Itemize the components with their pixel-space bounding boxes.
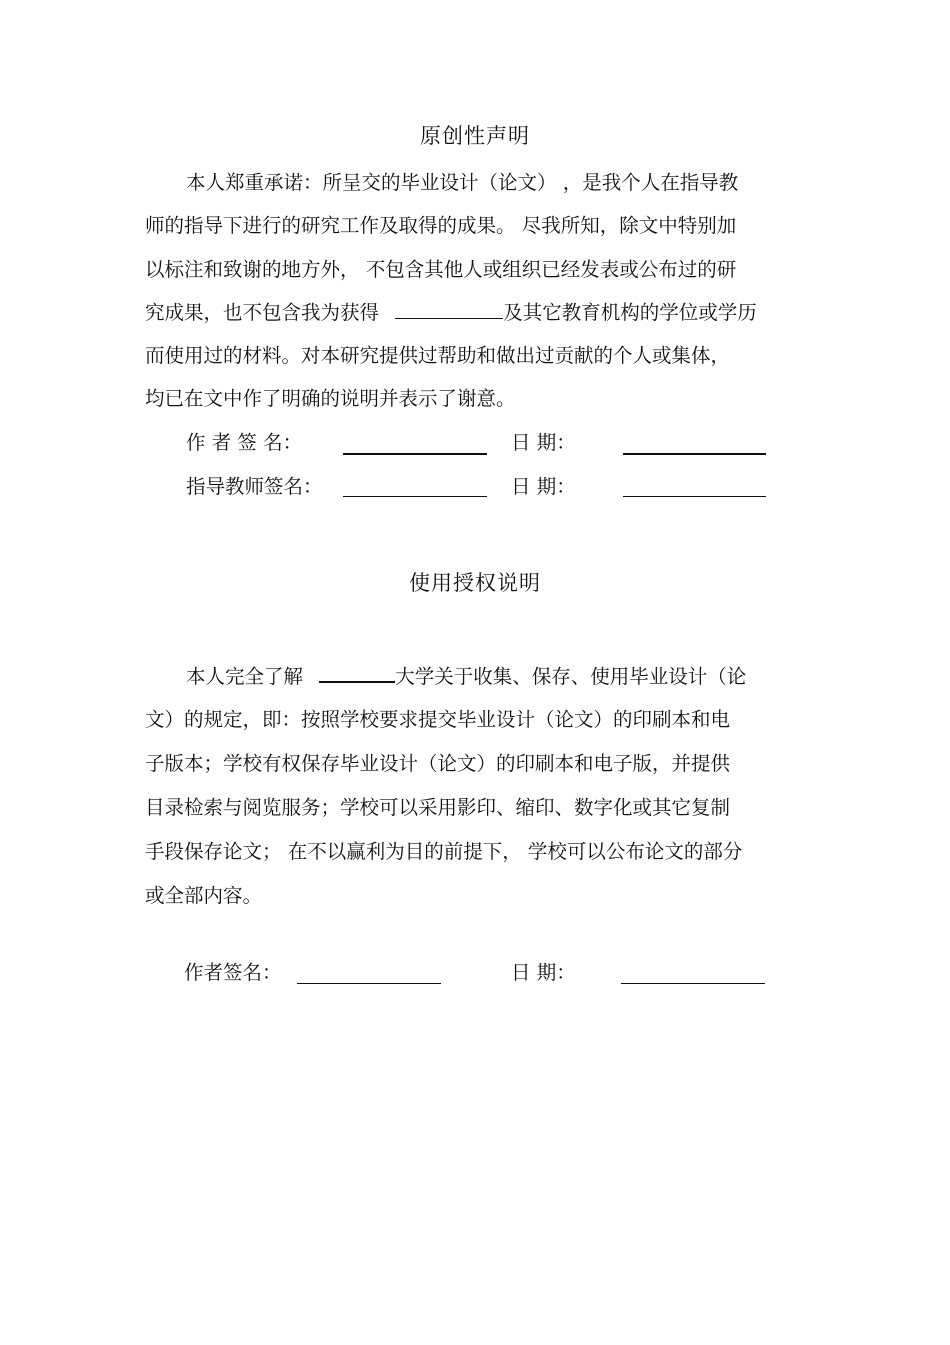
declaration-line-5: 而使用过的材料。对本研究提供过帮助和做出过贡献的个人或集体， [145, 344, 731, 367]
authorization-line-1a: 本人完全了解 [186, 665, 304, 688]
author-date-line [623, 453, 766, 455]
authorization-line-1b: 大学关于收集、保存、使用毕业设计（论 [395, 665, 747, 688]
author-sign-label: 作 者 签 名： [186, 431, 303, 454]
authorization-title: 使用授权说明 [409, 571, 541, 595]
author-date-label: 日 期： [511, 431, 576, 454]
authorization-line-1 [186, 663, 746, 690]
declaration-line-6: 均已在文中作了明确的说明并表示了谢意。 [145, 387, 516, 410]
authorization-line-2: 文）的规定，即：按照学校要求提交毕业设计（论文）的印刷本和电 [145, 708, 731, 731]
advisor-date-line [623, 496, 766, 497]
advisor-sign-line [343, 496, 487, 497]
declaration-line-1: 本人郑重承诺：所呈交的毕业设计（论文） ，是我个人在指导教 [186, 171, 739, 194]
auth-date-label: 日 期： [511, 961, 576, 984]
declaration-line-3: 以标注和致谢的地方外， 不包含其他人或组织已经发表或公布过的研 [145, 258, 737, 281]
degree-blank [395, 300, 503, 319]
declaration-line-2: 师的指导下进行的研究工作及取得的成果。 尽我所知，除文中特别加 [145, 214, 737, 237]
declaration-line-4 [145, 300, 757, 326]
auth-date-line [621, 983, 765, 984]
authorization-line-4: 目录检索与阅览服务；学校可以采用影印、缩印、数字化或其它复制 [145, 796, 731, 819]
auth-author-sign-label: 作者签名： [184, 961, 282, 984]
auth-author-sign-line [297, 983, 441, 984]
authorization-line-3: 子版本；学校有权保存毕业设计（论文）的印刷本和电子版，并提供 [145, 752, 731, 775]
authorization-line-6: 或全部内容。 [145, 884, 263, 907]
advisor-date-label: 日 期： [511, 475, 576, 498]
declaration-title: 原创性声明 [420, 124, 530, 148]
advisor-sign-label: 指导教师签名： [186, 475, 323, 498]
declaration-line-4a: 究成果，也不包含我为获得 [145, 301, 380, 324]
authorization-line-5: 手段保存论文； 在不以赢利为目的前提下， 学校可以公布论文的部分 [145, 840, 743, 863]
declaration-line-4b: 及其它教育机构的学位或学历 [503, 301, 757, 324]
author-sign-line [343, 453, 487, 455]
university-blank [319, 663, 395, 683]
